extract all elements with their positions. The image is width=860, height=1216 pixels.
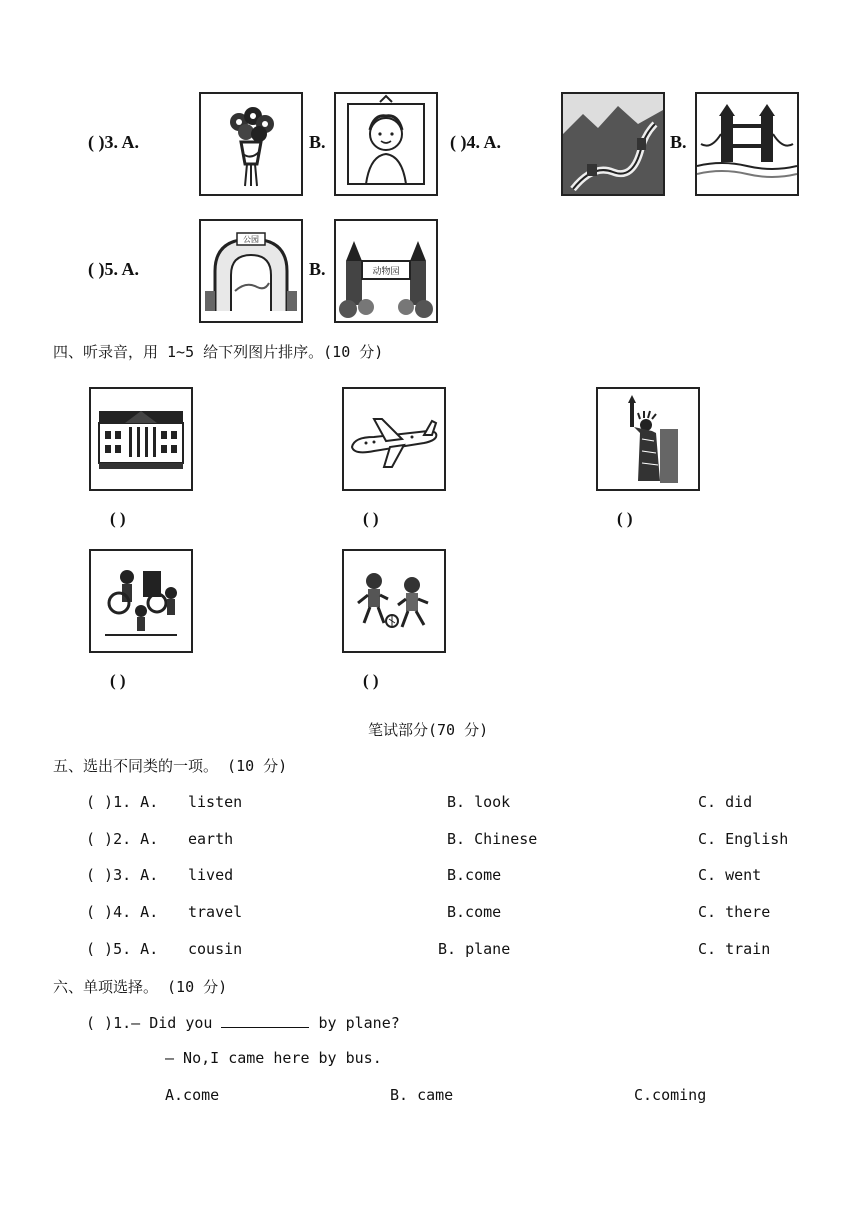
q3-b-label: B. xyxy=(309,132,326,152)
section4-blank-4[interactable]: ( ) xyxy=(110,671,126,690)
q4-label: ( )4. A. xyxy=(450,132,501,152)
statue-of-liberty-icon xyxy=(596,387,700,491)
section4-blank-1[interactable]: ( ) xyxy=(110,509,126,528)
option-b: B. Chinese xyxy=(447,830,538,848)
svg-text:动物园: 动物园 xyxy=(372,267,400,277)
section4-heading: 四、听录音，用 1~5 给下列图片排序。(10 分) xyxy=(53,343,384,361)
option-c: C.coming xyxy=(634,1086,707,1104)
option-b: B. plane xyxy=(438,940,511,958)
airplane-icon xyxy=(342,387,446,491)
kids-football-icon xyxy=(342,549,446,653)
q3-label: ( )3. A. xyxy=(88,132,139,152)
item-number[interactable]: ( )4. A. xyxy=(86,903,159,921)
option-c: C. did xyxy=(698,793,753,811)
svg-text:公园: 公园 xyxy=(243,235,259,244)
answer-blank[interactable] xyxy=(221,1013,309,1028)
white-house-icon xyxy=(89,387,193,491)
written-part-title: 笔试部分(70 分) xyxy=(368,721,489,739)
option-c: C. train xyxy=(698,940,771,958)
section4-blank-3[interactable]: ( ) xyxy=(617,509,633,528)
zoo-gate-icon xyxy=(334,219,438,323)
section4-blank-2[interactable]: ( ) xyxy=(363,509,379,528)
park-gate-icon xyxy=(199,219,303,323)
section6-heading: 六、单项选择。 (10 分) xyxy=(53,978,228,996)
item-number[interactable]: ( )1. A. xyxy=(86,793,159,811)
band-music-icon xyxy=(89,549,193,653)
option-a: earth xyxy=(188,830,234,848)
item-number[interactable]: ( )3. A. xyxy=(86,866,159,884)
question-1-reply: — No,I came here by bus. xyxy=(165,1049,382,1067)
option-a: travel xyxy=(188,903,243,921)
option-b: B. came xyxy=(390,1086,454,1104)
option-a: cousin xyxy=(188,940,243,958)
great-wall-icon xyxy=(561,92,665,196)
girl-portrait-icon xyxy=(334,92,438,196)
question-1-suffix: by plane? xyxy=(318,1014,400,1032)
item-number[interactable]: ( )5. A. xyxy=(86,940,159,958)
option-a: lived xyxy=(188,866,234,884)
flowers-bouquet-icon xyxy=(199,92,303,196)
q4-b-label: B. xyxy=(670,132,687,152)
option-c: C. English xyxy=(698,830,789,848)
question-1-prefix: ( )1.— Did you xyxy=(86,1014,213,1032)
option-c: C. there xyxy=(698,903,771,921)
option-a: A.come xyxy=(165,1086,220,1104)
option-a: listen xyxy=(188,793,243,811)
tower-bridge-icon xyxy=(695,92,799,196)
option-b: B.come xyxy=(447,866,502,884)
section4-blank-5[interactable]: ( ) xyxy=(363,671,379,690)
option-b: B. look xyxy=(447,793,511,811)
question-1 xyxy=(86,1013,400,1032)
section5-heading: 五、选出不同类的一项。 (10 分) xyxy=(53,757,288,775)
option-b: B.come xyxy=(447,903,502,921)
q5-label: ( )5. A. xyxy=(88,259,139,279)
q5-b-label: B. xyxy=(309,259,326,279)
item-number[interactable]: ( )2. A. xyxy=(86,830,159,848)
option-c: C. went xyxy=(698,866,762,884)
